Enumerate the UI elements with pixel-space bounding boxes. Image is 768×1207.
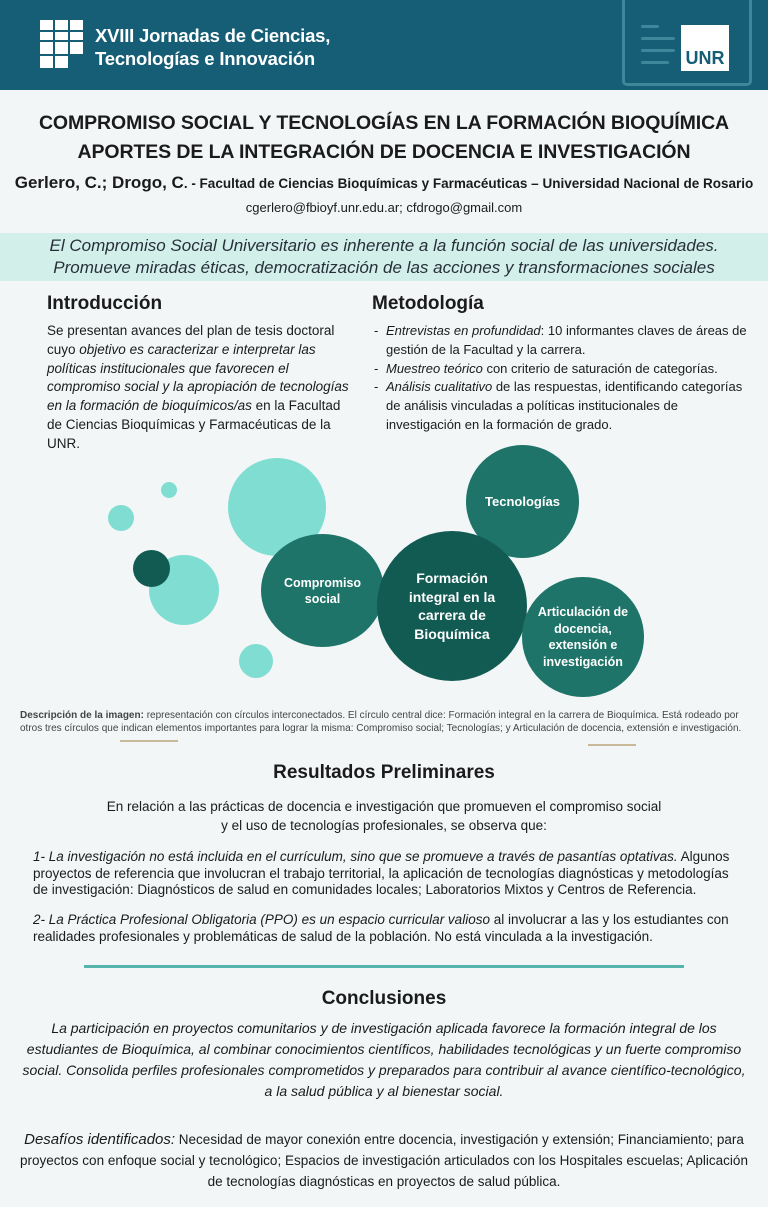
intro-text: [47, 322, 352, 454]
results-point-1-text: Algunos proyectos de referencia que involucran el trabajo territorial, la aplicación de tecnologías diagnósticas y metodologías de investigación: Diagnósticos de salud en comunidades locales; Laboratorios Mixtos y Centros de Referencia.: [33, 849, 730, 897]
results-point-2: [33, 912, 743, 945]
articulacion-circle: [522, 577, 644, 697]
intro-text-objective: objetivo es caracterizar e interpretar las políticas institucionales que favorecen el compromiso social y la apropiación de tecnologías en la formación de bioquímicos/as: [47, 341, 349, 414]
method-item-emphasis: Análisis cualitativo: [386, 379, 493, 395]
event-title-line2: Tecnologías e Innovación: [95, 48, 315, 69]
author-emails: cgerlero@fbioyf.unr.edu.ar; cfdrogo@gmail.com: [245, 200, 523, 215]
formacion-center-circle: [377, 531, 527, 681]
challenges-label: Desafíos identificados:: [24, 1131, 176, 1148]
authors-line: [0, 173, 768, 193]
decorative-circle: [133, 550, 170, 587]
section-divider: [84, 965, 684, 968]
method-item-emphasis: Muestreo teórico: [386, 360, 483, 376]
formacion-label: Formación integral en la carrera de Bioquímica: [408, 570, 496, 642]
unr-logo-text: UNR: [685, 48, 725, 68]
decorative-circle: [108, 505, 134, 531]
list-item: [372, 378, 752, 434]
banner-line2: Promueve miradas éticas, democratización de las acciones y transformaciones sociales: [53, 258, 715, 277]
method-item-text: : 10 informantes claves de áreas de gestión de la Facultad y la carrera.: [386, 323, 747, 357]
compromiso-circle: [261, 534, 384, 647]
list-item: [372, 322, 752, 360]
conclusions-text: La participación en proyectos comunitarios y de investigación aplicada favorece la formación integral de los estudiantes de Bioquímica, al combinar conocimientos científicos, habilidades tecnológicas y un fuerte compromiso social. Consolida perfiles profesionales comprometidos y preparados para contribuir al avance científico-tecnológico, a la salud pública y al bienestar social.: [22, 1020, 746, 1099]
tecnologias-label: Tecnologías: [485, 494, 560, 509]
intro-text-part1: Se presentan avances del plan de tesis doctoral cuyo: [47, 323, 335, 357]
method-heading: Metodología: [372, 293, 484, 314]
method-item-text: con criterio de saturación de categorías.: [482, 360, 718, 376]
list-item: [372, 360, 752, 379]
image-description: [20, 709, 755, 735]
event-title-line1: XVIII Jornadas de Ciencias,: [95, 25, 331, 46]
divider: [588, 744, 636, 746]
image-description-text: representación con círculos interconectados. El círculo central dice: Formación integral en la carrera de Bioquímica. Está rodeado por otros tres círculos que indican elementos importantes para lograr la misma: Compromiso social; Tecnologías; y Articulación de docencia, extensión e investigación.: [20, 710, 742, 734]
event-title: [95, 24, 330, 70]
unr-logo: [681, 25, 729, 71]
compromiso-label: Compromiso social: [283, 575, 362, 606]
results-heading: Resultados Preliminares: [273, 762, 495, 783]
results-intro-line2: y el uso de tecnologías profesionales, se observa que:: [221, 818, 547, 833]
articulacion-label: Articulación de docencia, extensión e investigación: [537, 605, 629, 669]
conclusions-heading: Conclusiones: [321, 988, 447, 1009]
decorative-circle: [161, 482, 177, 498]
results-point-2-text: al involucrar a las y los estudiantes con realidades profesionales y problemáticas de salud de la población. No está vinculada a la investigación.: [33, 912, 729, 944]
poster-title-line1: COMPROMISO SOCIAL Y TECNOLOGÍAS EN LA FORMACIÓN BIOQUÍMICA: [38, 112, 730, 134]
results-intro-line1: En relación a las prácticas de docencia e investigación que promueven el compromiso social: [106, 799, 662, 814]
results-point-1: [33, 849, 743, 899]
method-item-text: de las respuestas, identificando categorías de análisis vinculadas a políticas institucionales de investigación en la formación de grado.: [386, 379, 743, 432]
decorative-circle: [239, 644, 273, 678]
affiliation: . - Facultad de Ciencias Bioquímicas y Farmacéuticas – Universidad Nacional de Rosario: [183, 176, 754, 191]
method-item-emphasis: Entrevistas en profundidad: [386, 323, 541, 338]
challenges-text: Necesidad de mayor conexión entre docencia, investigación y extensión; Financiamiento; para proyectos con enfoque social y tecnológico; Espacios de investigación articulados con los Hospitales escuelas; Aplicación de tecnologías diagnósticas en proyectos de salud pública.: [20, 1132, 748, 1189]
results-point-2-emphasis: 2- La Práctica Profesional Obligatoria (PPO) es un espacio curricular valioso: [33, 912, 490, 927]
intro-text-part3: en la Facultad de Ciencias Bioquímicas y Farmacéuticas de la UNR.: [47, 398, 341, 451]
banner-line1: El Compromiso Social Universitario es inherente a la función social de las universidades.: [49, 236, 719, 255]
image-description-label: Descripción de la imagen:: [20, 710, 144, 721]
jornadas-logo-icon: [40, 20, 84, 70]
method-list: [372, 322, 752, 435]
divider: [120, 740, 178, 742]
challenges: [20, 1129, 748, 1192]
results-point-1-emphasis: 1- La investigación no está incluida en el currículum, sino que se promueve a través de pasantías optativas.: [33, 849, 678, 864]
poster-title-line2: APORTES DE LA INTEGRACIÓN DE DOCENCIA E INVESTIGACIÓN: [77, 141, 691, 163]
author-names: Gerlero, C.; Drogo, C: [14, 173, 184, 192]
intro-heading: Introducción: [47, 293, 163, 314]
